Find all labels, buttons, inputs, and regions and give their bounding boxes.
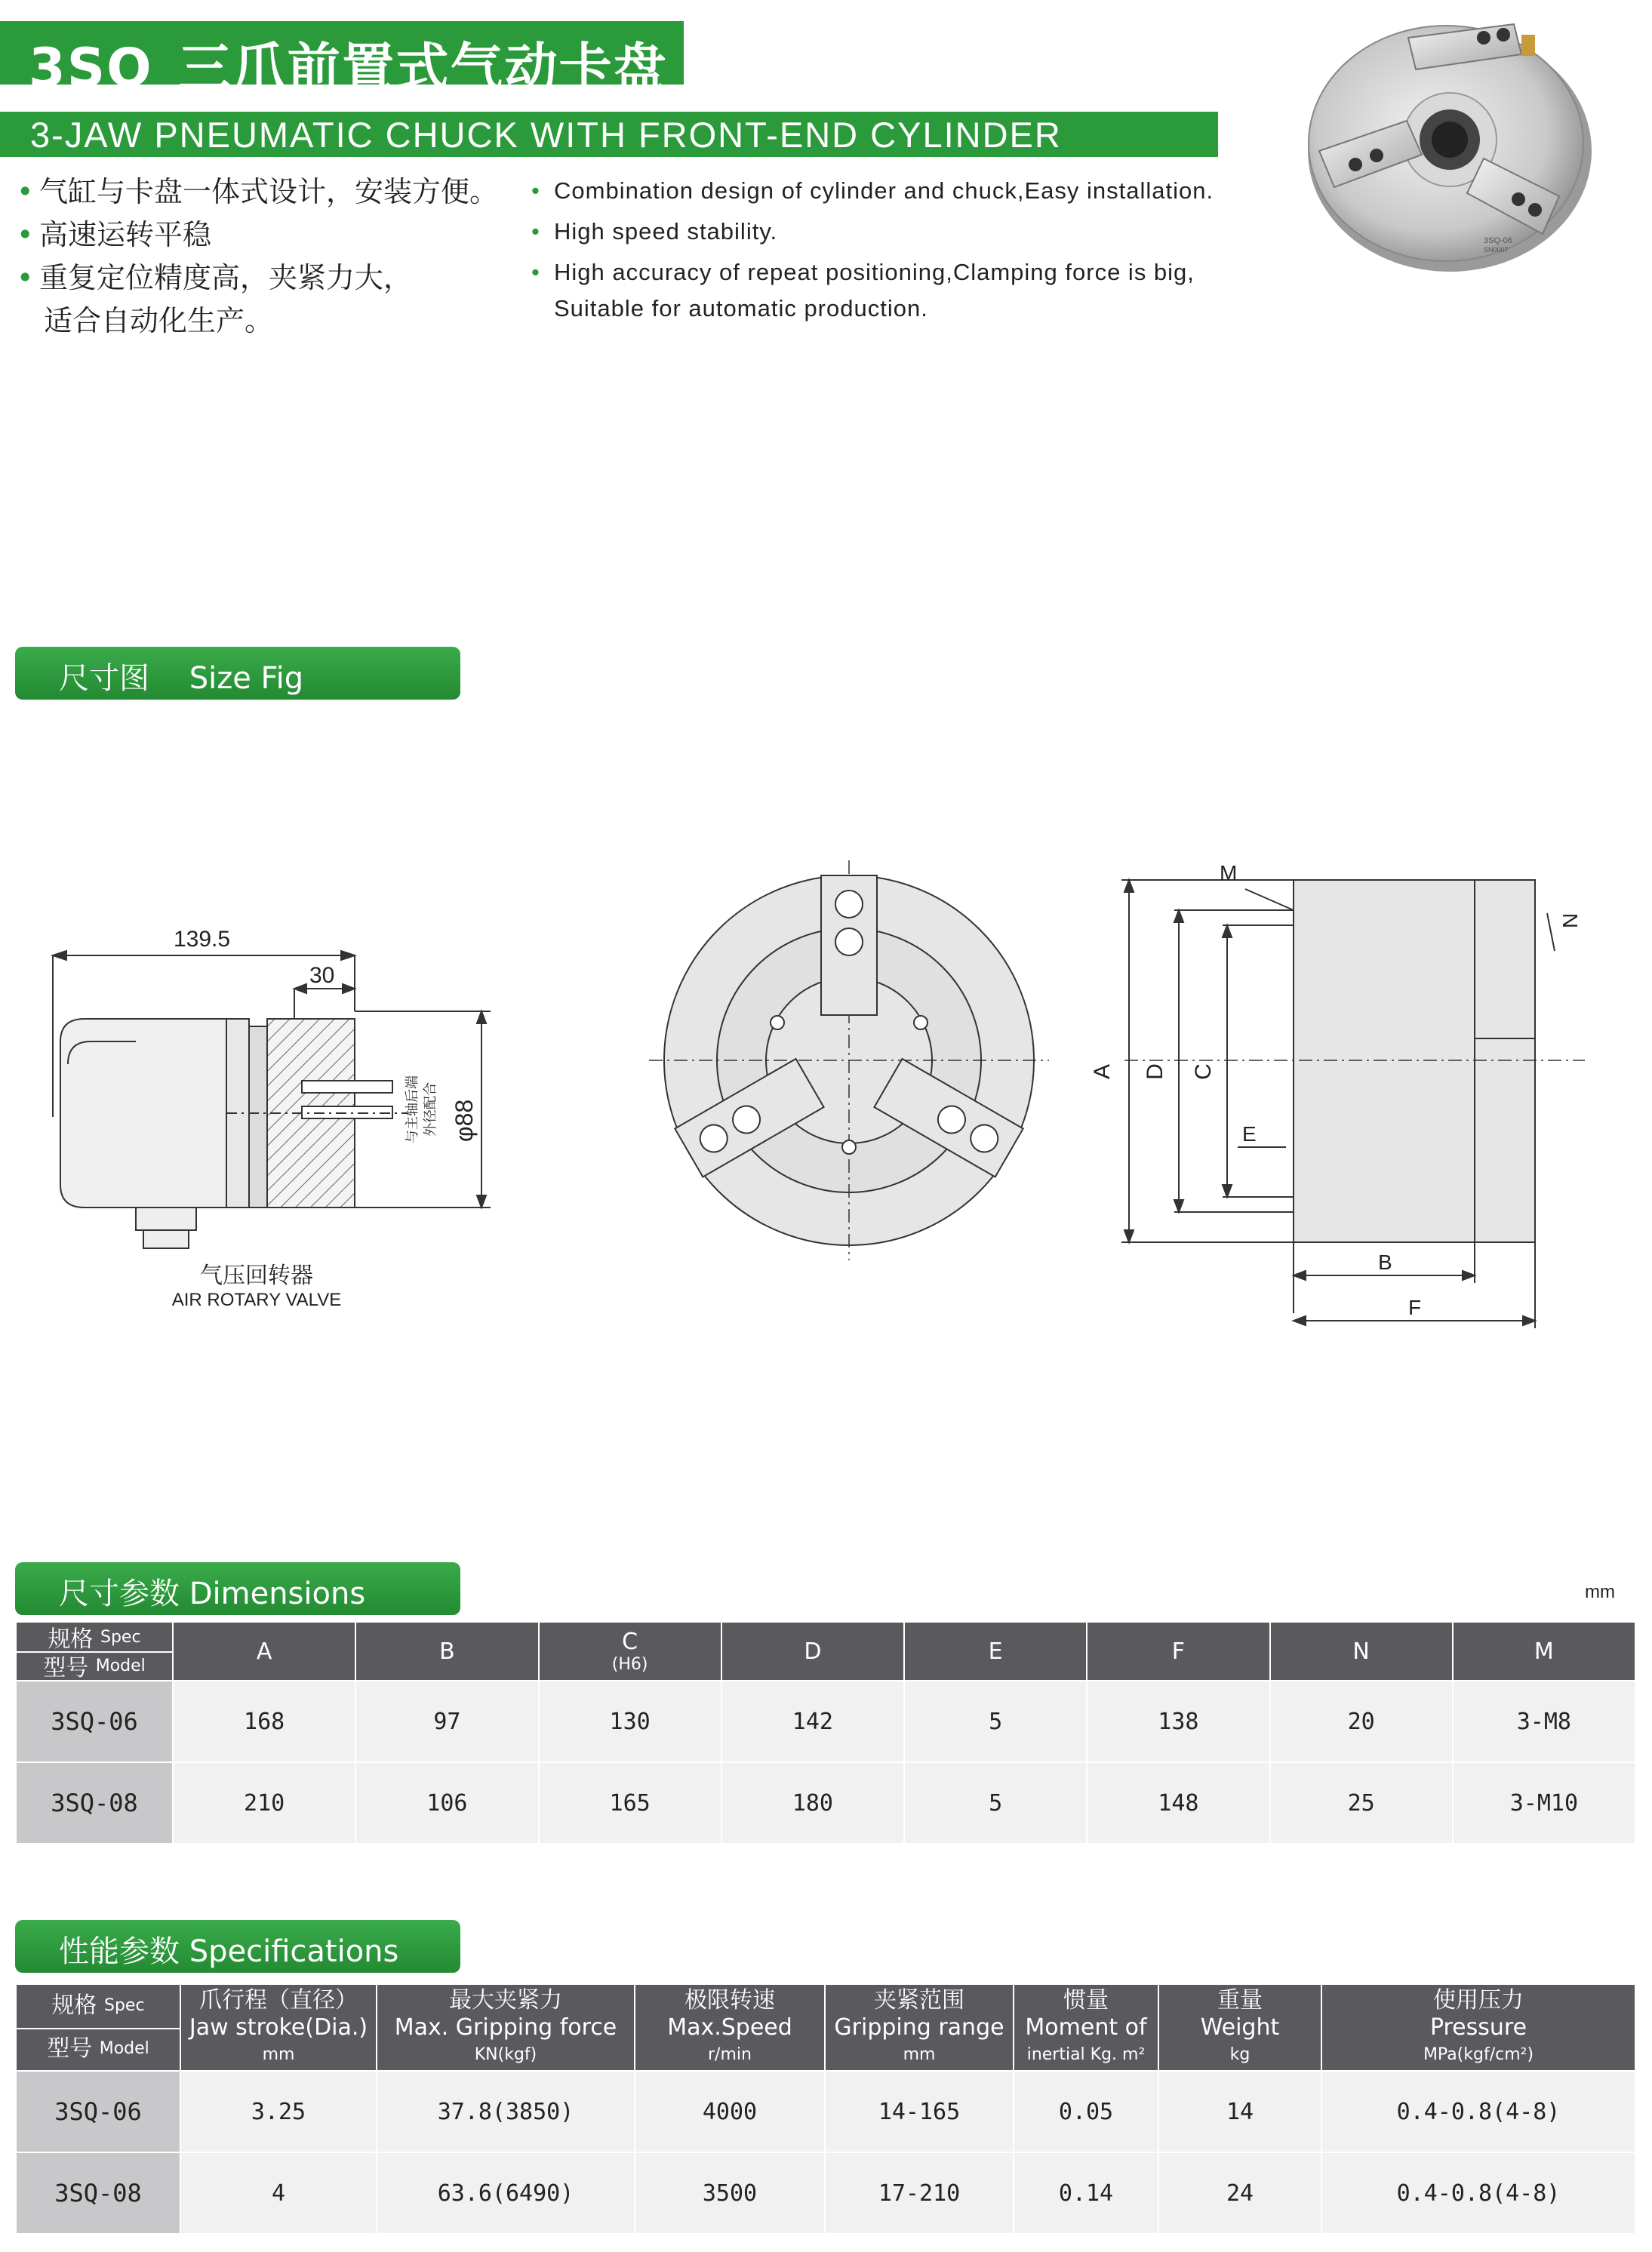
row-model: 3SQ-06: [16, 1681, 173, 1762]
product-code: 3SQ: [29, 37, 153, 99]
col-header: C (H6): [539, 1622, 721, 1681]
table-row: [16, 2071, 1635, 2152]
cell: 14: [1158, 2071, 1321, 2152]
valve-caption-cn: 气压回转器: [200, 1263, 313, 1289]
corner-header: 规格 Spec 型号 Model: [16, 1622, 173, 1681]
section-specifications: 性能参数 Specifications: [15, 1920, 460, 1973]
dim-30: 30: [309, 963, 335, 988]
cell: 0.4-0.8(4-8): [1321, 2071, 1635, 2152]
col-header: N: [1270, 1622, 1453, 1681]
cell: 5: [904, 1762, 1087, 1844]
dim-C: C: [1191, 1063, 1216, 1080]
section-size-fig: 尺寸图 Size Fig: [15, 647, 460, 700]
photo-model-label: 3SQ-06: [1484, 236, 1512, 245]
cell: 20: [1270, 1681, 1453, 1762]
col-header: 惯量 Moment of inertial Kg. m²: [1014, 1984, 1158, 2071]
col-header: 重量 Weight kg: [1158, 1984, 1321, 2071]
col-header: F: [1087, 1622, 1269, 1681]
cell: 0.05: [1014, 2071, 1158, 2152]
unit-label: mm: [1585, 1582, 1615, 1602]
cell: 148: [1087, 1762, 1269, 1844]
dim-A: A: [1090, 1063, 1115, 1080]
valve-caption-en: AIR ROTARY VALVE: [171, 1290, 342, 1310]
cell: 17-210: [825, 2152, 1014, 2234]
table-row: [16, 1762, 1635, 1844]
cell: 24: [1158, 2152, 1321, 2234]
features-cn: [14, 171, 498, 343]
cell: 4: [180, 2152, 377, 2234]
bullet-icon: •: [531, 259, 540, 285]
feature-en-item: • Combination design of cylinder and chuck,Easy installation.: [528, 171, 1214, 211]
cell: 5: [904, 1681, 1087, 1762]
cell: 210: [173, 1762, 355, 1844]
dimensions-table: [15, 1621, 1636, 1844]
fit-note-1: 与主轴后端: [405, 1075, 420, 1143]
cell: 25: [1270, 1762, 1453, 1844]
dim-N: N: [1558, 912, 1582, 928]
cell: 168: [173, 1681, 355, 1762]
cell: 142: [721, 1681, 904, 1762]
bullet-icon: •: [17, 175, 34, 208]
size-figure: [0, 815, 1652, 1343]
cell: 14-165: [825, 2071, 1014, 2152]
col-header: D: [721, 1622, 904, 1681]
product-photo: [1295, 8, 1612, 279]
cell: 138: [1087, 1681, 1269, 1762]
photo-serial-label: SN0007: [1484, 246, 1509, 254]
corner-header: 规格 Spec 型号 Model: [16, 1984, 180, 2071]
cell: 0.14: [1014, 2152, 1158, 2234]
bullet-icon: •: [531, 218, 540, 245]
row-model: 3SQ-06: [16, 2071, 180, 2152]
dim-phi88: φ88: [451, 1099, 478, 1143]
dim-F: F: [1408, 1296, 1422, 1319]
dim-total-length: 139.5: [174, 927, 231, 952]
dim-B: B: [1378, 1251, 1392, 1274]
title-en: 3-JAW PNEUMATIC CHUCK WITH FRONT-END CYLINDER: [30, 115, 1062, 155]
col-header: 夹紧范围 Gripping range mm: [825, 1984, 1014, 2071]
title-cn: 三爪前置式气动卡盘: [178, 37, 668, 99]
cell: 130: [539, 1681, 721, 1762]
dim-M: M: [1220, 861, 1238, 884]
col-header: A: [173, 1622, 355, 1681]
fit-note-2: 外径配合: [423, 1082, 438, 1137]
front-view-drawing: [649, 860, 1049, 1260]
cell: 63.6(6490): [377, 2152, 635, 2234]
cell: 97: [355, 1681, 538, 1762]
cell: 3-M8: [1453, 1681, 1635, 1762]
col-header: 爪行程（直径） Jaw stroke(Dia.) mm: [180, 1984, 377, 2071]
bullet-icon: •: [17, 218, 34, 251]
cell: 3500: [635, 2152, 825, 2234]
col-header: B: [355, 1622, 538, 1681]
bullet-icon: •: [17, 261, 34, 294]
feature-cn-continuation: 适合自动化生产。: [44, 304, 274, 337]
table-row: [16, 1681, 1635, 1762]
feature-cn-item: • 气缸与卡盘一体式设计，安装方便。: [14, 171, 498, 214]
feature-cn-item: • 高速运转平稳: [14, 214, 498, 257]
col-header: 使用压力 Pressure MPa(kgf/cm²): [1321, 1984, 1635, 2071]
cell: 0.4-0.8(4-8): [1321, 2152, 1635, 2234]
cell: 4000: [635, 2071, 825, 2152]
feature-en-continuation: Suitable for automatic production.: [554, 295, 928, 321]
col-header: M: [1453, 1622, 1635, 1681]
cell: 37.8(3850): [377, 2071, 635, 2152]
feature-cn-item: • 重复定位精度高，夹紧力大，: [14, 257, 498, 300]
row-model: 3SQ-08: [16, 1762, 173, 1844]
cell: 3.25: [180, 2071, 377, 2152]
cell: 106: [355, 1762, 538, 1844]
cell: 3-M10: [1453, 1762, 1635, 1844]
feature-en-item: • High accuracy of repeat positioning,Clamping force is big,: [528, 252, 1214, 293]
col-header: 最大夹紧力 Max. Gripping force KN(kgf): [377, 1984, 635, 2071]
cell: 165: [539, 1762, 721, 1844]
dim-E: E: [1242, 1122, 1257, 1146]
cell: 180: [721, 1762, 904, 1844]
col-header: 极限转速 Max.Speed r/min: [635, 1984, 825, 2071]
col-header: E: [904, 1622, 1087, 1681]
table-row: [16, 2152, 1635, 2234]
page-title: [29, 26, 668, 102]
features-en: [528, 171, 1214, 329]
feature-en-item: • High speed stability.: [528, 211, 1214, 252]
section-dimensions: 尺寸参数 Dimensions: [15, 1562, 460, 1615]
row-model: 3SQ-08: [16, 2152, 180, 2234]
dim-D: D: [1143, 1063, 1167, 1080]
side-view-drawing: [1121, 880, 1585, 1328]
specifications-table: [15, 1983, 1636, 2235]
bullet-icon: •: [531, 177, 540, 204]
